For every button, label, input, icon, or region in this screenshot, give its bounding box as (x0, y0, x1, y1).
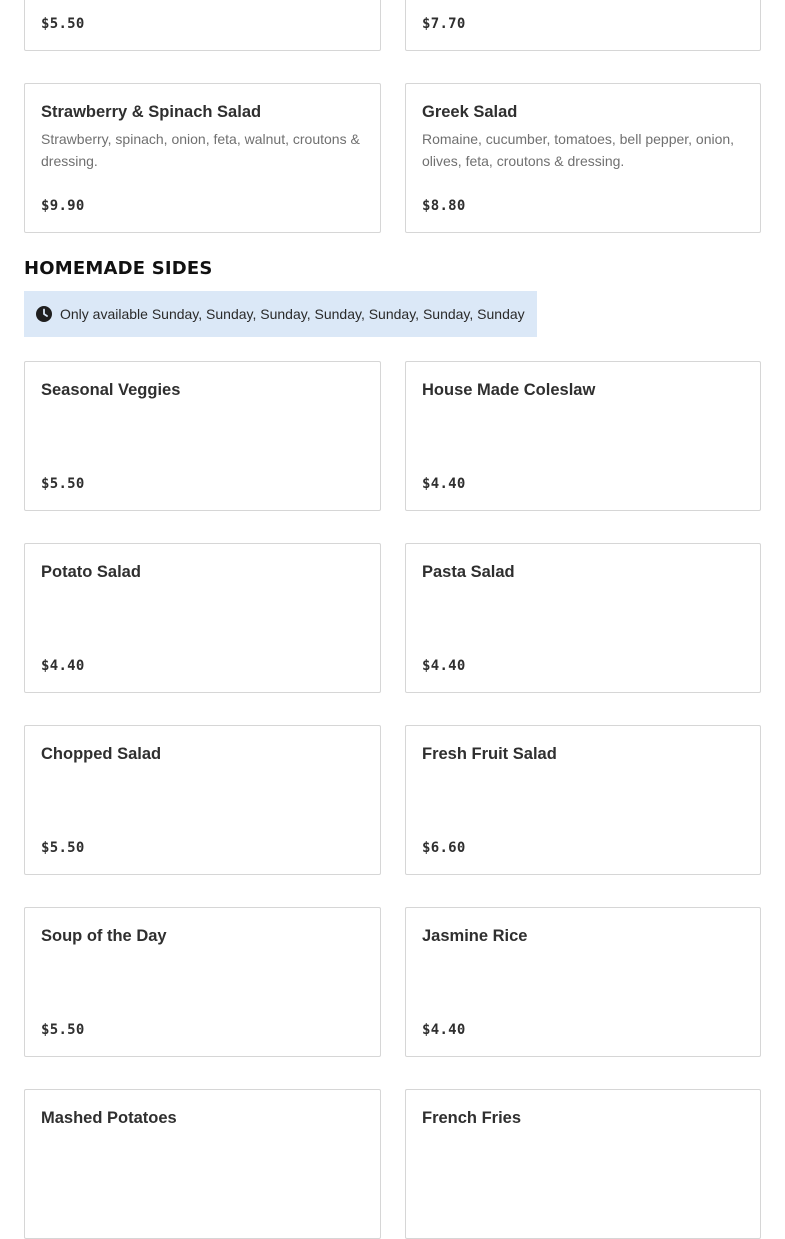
menu-item-card[interactable] (405, 83, 761, 233)
item-name: Jasmine Rice (422, 927, 528, 945)
sides-grid (24, 361, 761, 1239)
item-price: $4.40 (422, 476, 466, 492)
menu-item-card[interactable] (24, 543, 381, 693)
item-name: House Made Coleslaw (422, 381, 596, 399)
item-price: $4.40 (41, 658, 85, 674)
item-price: $5.50 (41, 16, 85, 32)
item-price: $5.50 (41, 1022, 85, 1038)
menu-item-card[interactable] (24, 83, 381, 233)
menu-item-card[interactable] (405, 361, 761, 511)
menu-item-card[interactable] (24, 1089, 381, 1239)
item-price: $4.40 (422, 658, 466, 674)
availability-banner (24, 291, 537, 337)
item-name: Potato Salad (41, 563, 141, 581)
menu-item-card[interactable] (24, 907, 381, 1057)
item-price: $5.50 (41, 840, 85, 856)
item-price: $5.50 (41, 476, 85, 492)
item-price: $4.40 (422, 1022, 466, 1038)
salads-grid (24, 83, 761, 233)
menu-item-card[interactable] (24, 361, 381, 511)
item-name: Mashed Potatoes (41, 1109, 177, 1127)
item-name: Greek Salad (422, 103, 518, 121)
item-name: Strawberry & Spinach Salad (41, 103, 262, 121)
menu-item-card[interactable] (405, 907, 761, 1057)
item-description: Romaine, cucumber, tomatoes, bell pepper, onion, olives, feta, croutons & dressing. (422, 131, 735, 169)
clock-icon (36, 306, 52, 322)
menu-item-card[interactable] (405, 543, 761, 693)
item-price: $7.70 (422, 16, 466, 32)
menu-item-card[interactable] (405, 725, 761, 875)
item-name: Fresh Fruit Salad (422, 745, 557, 763)
item-name: Seasonal Veggies (41, 381, 181, 399)
item-price: $9.90 (41, 198, 85, 214)
item-name: Chopped Salad (41, 745, 162, 763)
salads-grid-top (24, 0, 761, 51)
menu-item-card[interactable] (24, 0, 381, 51)
item-description: Strawberry, spinach, onion, feta, walnut, croutons & dressing. (41, 131, 360, 169)
item-name: Soup of the Day (41, 927, 167, 945)
menu-page (24, 0, 761, 1239)
menu-item-card[interactable] (405, 0, 761, 51)
menu-item-card[interactable] (405, 1089, 761, 1239)
item-name: Pasta Salad (422, 563, 515, 581)
section-title: HOMEMADE SIDES (24, 258, 213, 279)
item-price: $6.60 (422, 840, 466, 856)
menu-item-card[interactable] (24, 725, 381, 875)
availability-text: Only available Sunday, Sunday, Sunday, Sunday, Sunday, Sunday, Sunday (60, 306, 525, 322)
item-name: French Fries (422, 1109, 522, 1127)
item-price: $8.80 (422, 198, 466, 214)
